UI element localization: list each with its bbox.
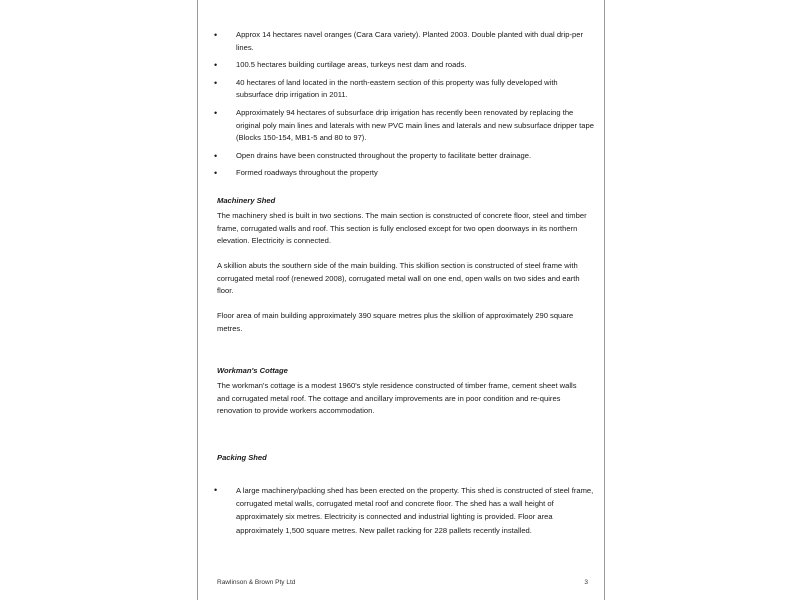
list-item-text: Open drains have been constructed throughout the property to facilitate better drainage. — [236, 150, 532, 160]
list-item — [214, 107, 594, 145]
machinery-shed-heading: Machinery Shed — [217, 196, 276, 205]
bullet-icon: • — [214, 107, 218, 118]
list-item-text: Approximately 94 hectares of subsurface drip irrigation has recently been renovated by replacing the original poly main lines and laterals with new PVC main lines and laterals and new subsurface dripper tape (Blocks 150-154, MB1-5 and 80 to 97). — [236, 107, 594, 143]
list-item — [214, 59, 594, 72]
packing-shed-heading: Packing Shed — [217, 453, 267, 462]
list-item — [214, 484, 594, 537]
bullet-icon: • — [214, 485, 218, 495]
list-item — [214, 167, 594, 180]
workmans-cottage-heading: Workman's Cottage — [217, 366, 288, 375]
list-item-text: 40 hectares of land located in the north-eastern section of this property was fully developed with subsurface drip irrigation in 2011. — [236, 77, 558, 100]
bullet-icon: • — [214, 30, 218, 40]
footer-company: Rawlinson & Brown Pty Ltd — [217, 579, 296, 586]
packing-shed-list — [214, 484, 594, 542]
workmans-cottage-paragraph: The workman's cottage is a modest 1960's style residence constructed of timber frame, cement sheet walls and corrugated metal roof. The cottage and ancillary improvements are in poor condition and re-quires renovation to provide workers accommodation. — [217, 381, 577, 416]
list-item-text: 100.5 hectares building curtilage areas, turkeys nest dam and roads. — [236, 60, 467, 70]
document-page — [197, 0, 605, 600]
list-item — [214, 150, 594, 163]
machinery-shed-paragraph-1: The machinery shed is built in two sections. The main section is constructed of concrete floor, steel and timber frame, corrugated walls and roof. This section is fully enclosed except for two open doorways in its northern elevation. Electricity is connected. — [217, 211, 587, 246]
machinery-shed-paragraph-2: A skillion abuts the southern side of the main building. This skillion section is constructed of steel frame with corrugated metal roof (renewed 2008), corrugated metal wall on one end, open walls on two sides and earth floor. — [217, 261, 580, 296]
list-item-text: Approx 14 hectares navel oranges (Cara Cara variety). Planted 2003. Double planted with dual drip-per lines. — [236, 30, 583, 52]
list-item — [214, 77, 594, 102]
bullet-icon: • — [214, 77, 218, 88]
property-features-list — [214, 29, 594, 185]
list-item — [214, 29, 594, 54]
bullet-icon: • — [214, 60, 218, 71]
bullet-icon: • — [214, 168, 218, 179]
bullet-icon: • — [214, 150, 218, 161]
machinery-shed-paragraph-3: Floor area of main building approximately 390 square metres plus the skillion of approximately 290 square metres. — [217, 311, 574, 333]
list-item-text: Formed roadways throughout the property — [236, 168, 378, 178]
list-item-text: A large machinery/packing shed has been erected on the property. This shed is constructed of steel frame, corrugated metal walls, corrugated metal roof and concrete floor. The shed has a wall height of approximately six metres. Electricity is connected and industrial lighting is provided. Floor area approximately 1,500 square metres. New pallet racking for 228 pallets recently installed. — [236, 486, 594, 535]
footer-page-number: 3 — [584, 579, 588, 586]
